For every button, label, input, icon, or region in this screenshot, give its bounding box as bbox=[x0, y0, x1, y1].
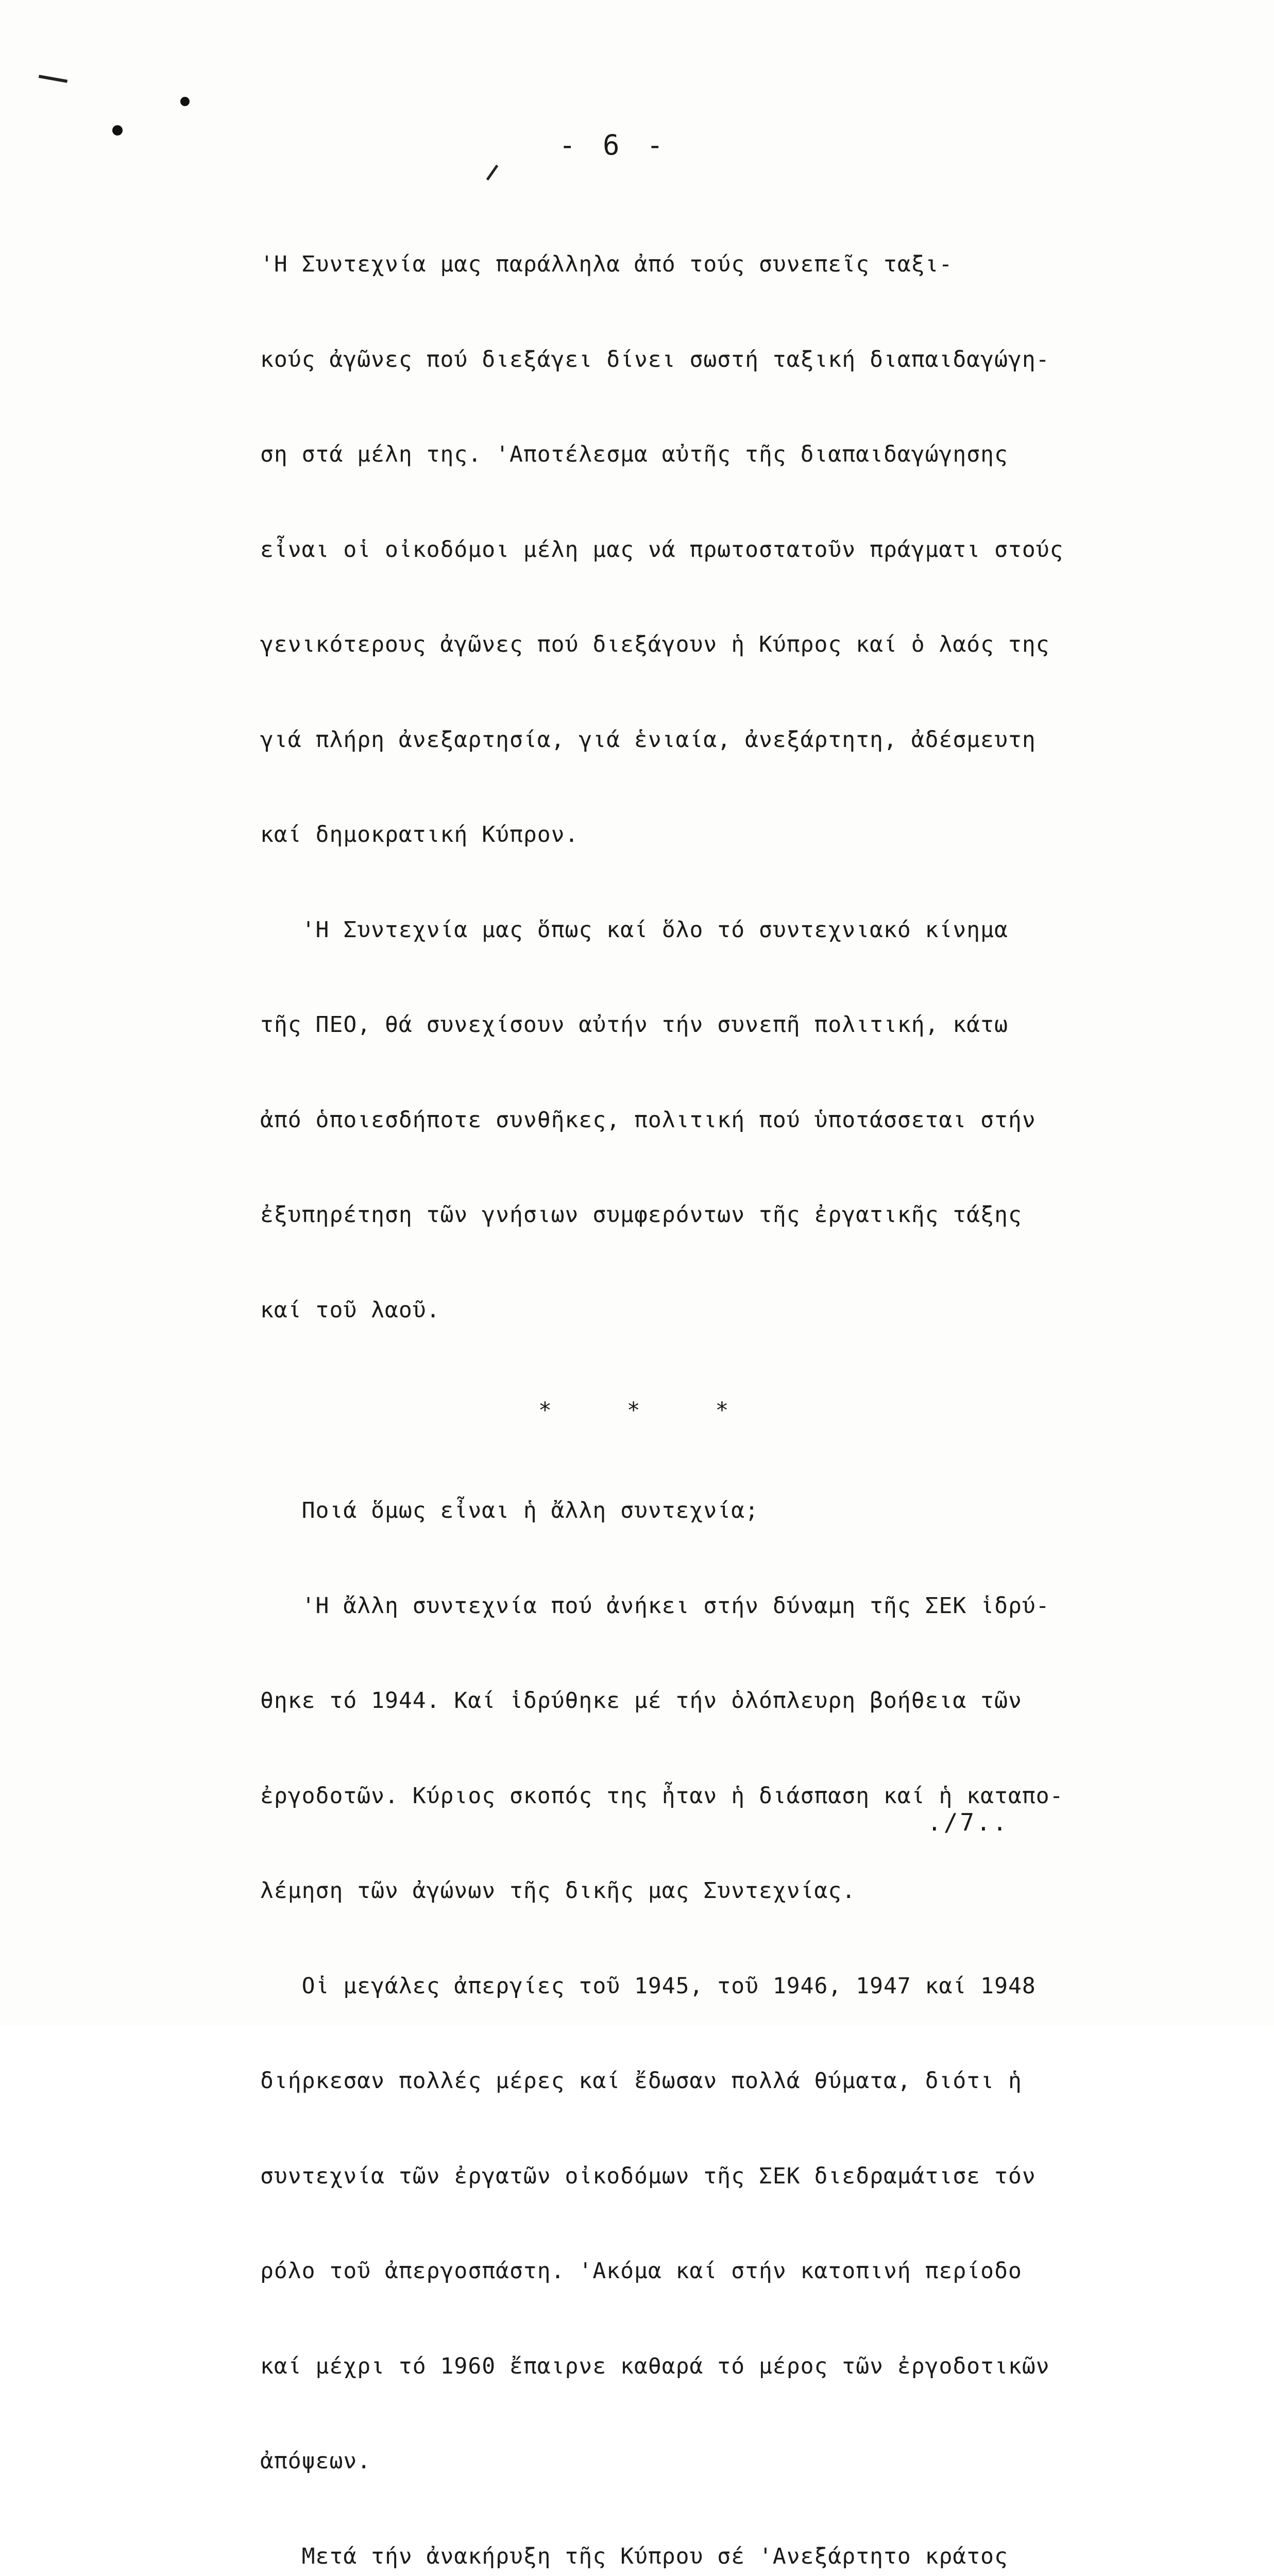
text-line: 'Η Συντεχνία μας ὅπως καί ὅλο τό συντεχνιακό κίνημα bbox=[260, 917, 1008, 943]
scan-dot-mark bbox=[112, 125, 123, 135]
body-text bbox=[260, 185, 1203, 2576]
text-line: ἐξυπηρέτηση τῶν γνήσιων συμφερόντων τῆς ἐργατικῆς τάξης bbox=[260, 1202, 1022, 1228]
text-line: κούς ἀγῶνες πού διεξάγει δίνει σωστή ταξική διαπαιδαγώγη- bbox=[260, 346, 1050, 372]
text-line: 'Η ἄλλη συντεχνία πού ἀνήκει στήν δύναμη τῆς ΣΕΚ ἱδρύ- bbox=[260, 1592, 1050, 1619]
text-line: Οἱ μεγάλες ἀπεργίες τοῦ 1945, τοῦ 1946, 1947 καί 1948 bbox=[260, 1973, 1036, 1999]
text-line: ἀπόψεων. bbox=[260, 2448, 371, 2474]
text-line: θηκε τό 1944. Καί ἱδρύθηκε μέ τήν ὁλόπλευρη βοήθεια τῶν bbox=[260, 1688, 1022, 1714]
text-line: διήρκεσαν πολλές μέρες καί ἔδωσαν πολλά θύματα, διότι ἡ bbox=[260, 2068, 1022, 2094]
text-line: λέμηση τῶν ἀγώνων τῆς δικῆς μας Συντεχνίας. bbox=[260, 1878, 856, 1904]
text-line: ἀπό ὁποιεσδήποτε συνθῆκες, πολιτική πού ὑποτάσσεται στήν bbox=[260, 1107, 1036, 1133]
text-line: συντεχνία τῶν ἐργατῶν οἰκοδόμων τῆς ΣΕΚ διεδραμάτισε τόν bbox=[260, 2163, 1036, 2189]
text-line: ἐργοδοτῶν. Κύριος σκοπός της ἦταν ἡ διάσπαση καί ἡ καταπο- bbox=[260, 1783, 1064, 1809]
text-line: ση στά μέλη της. 'Αποτέλεσμα αὐτῆς τῆς διαπαιδαγώγησης bbox=[260, 442, 1008, 467]
continuation-marker: ./7.. bbox=[927, 1808, 1009, 1836]
scan-dot-mark bbox=[180, 97, 190, 106]
text-line: καί μέχρι τό 1960 ἔπαιρνε καθαρά τό μέρος τῶν ἐργοδοτικῶν bbox=[260, 2353, 1050, 2379]
text-line: καί τοῦ λαοῦ. bbox=[260, 1297, 440, 1323]
text-line: καί δημοκρατική Κύπρον. bbox=[260, 822, 579, 848]
text-line: τῆς ΠΕΟ, θά συνεχίσουν αὐτήν τήν συνεπῆ πολιτική, κάτω bbox=[260, 1012, 1008, 1038]
scan-dash-mark bbox=[39, 75, 67, 83]
section-separator: * * * bbox=[538, 1398, 760, 1423]
page-number: - 6 - bbox=[559, 129, 669, 161]
text-line: εἶναι οἱ οἰκοδόμοι μέλη μας νά πρωτοστατοῦν πράγματι στούς bbox=[260, 536, 1064, 563]
text-line: Μετά τήν ἀνακήρυξη τῆς Κύπρου σέ 'Ανεξάρτητο κράτος bbox=[260, 2543, 1008, 2569]
text-line: 'Η Συντεχνία μας παράλληλα ἀπό τούς συνεπεῖς ταξι- bbox=[260, 251, 953, 277]
text-line: γιά πλήρη ἀνεξαρτησία, γιά ἑνιαία, ἀνεξάρτητη, ἀδέσμευτη bbox=[260, 726, 1036, 753]
scan-tick-mark bbox=[486, 165, 499, 181]
text-line: Ποιά ὅμως εἶναι ἡ ἄλλη συντεχνία; bbox=[260, 1498, 759, 1523]
text-line: ρόλο τοῦ ἀπεργοσπάστη. 'Ακόμα καί στήν κατοπινή περίοδο bbox=[260, 2258, 1022, 2284]
text-line: γενικότερους ἀγῶνες πού διεξάγουν ἡ Κύπρος καί ὁ λαός της bbox=[260, 632, 1050, 657]
